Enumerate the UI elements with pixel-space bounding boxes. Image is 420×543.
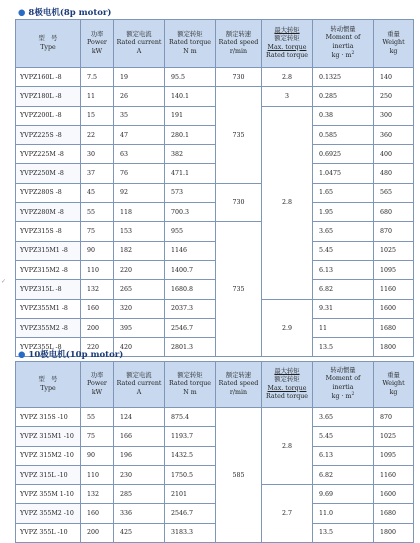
cell-current: 166 bbox=[114, 427, 165, 446]
cell-power: 45 bbox=[81, 183, 114, 202]
cell-torque: 1750.5 bbox=[165, 465, 216, 484]
cell-inertia: 1.65 bbox=[313, 183, 374, 202]
cell-weight: 1600 bbox=[374, 299, 414, 318]
cell-weight: 1800 bbox=[374, 338, 414, 357]
table-row bbox=[16, 145, 414, 164]
cell-weight: 480 bbox=[374, 164, 414, 183]
table-row bbox=[16, 485, 414, 504]
cell-max-torque: 2.8 bbox=[262, 106, 313, 299]
cell-torque: 2037.3 bbox=[165, 299, 216, 318]
cell-power: 11 bbox=[81, 87, 114, 106]
table-row bbox=[16, 280, 414, 299]
cell-torque: 2801.3 bbox=[165, 338, 216, 357]
cell-speed: 735 bbox=[216, 87, 262, 183]
header-speed: 额定转速 Rated speed r/min bbox=[216, 20, 262, 68]
cell-model: YVPZ 315S -10 bbox=[16, 408, 81, 427]
header-power: 功率 Power kW bbox=[81, 20, 114, 68]
cell-current: 336 bbox=[114, 504, 165, 523]
table-row bbox=[16, 183, 414, 202]
cell-torque: 1146 bbox=[165, 241, 216, 260]
cell-torque: 471.1 bbox=[165, 164, 216, 183]
cell-model: YVPZ315S -8 bbox=[16, 222, 81, 241]
cell-inertia: 3.65 bbox=[313, 408, 374, 427]
cell-speed: 730 bbox=[216, 183, 262, 222]
cell-weight: 1600 bbox=[374, 485, 414, 504]
cell-inertia: 6.82 bbox=[313, 280, 374, 299]
cell-inertia: 6.13 bbox=[313, 260, 374, 279]
cell-power: 37 bbox=[81, 164, 114, 183]
cell-model: YVPZ315M1 -8 bbox=[16, 241, 81, 260]
cell-torque: 2101 bbox=[165, 485, 216, 504]
cell-inertia: 0.1325 bbox=[313, 68, 374, 87]
cell-inertia: 11.0 bbox=[313, 504, 374, 523]
cell-model: YVPZ200L -8 bbox=[16, 106, 81, 125]
cell-speed: 730 bbox=[216, 68, 262, 87]
cell-model: YVPZ355M2 -8 bbox=[16, 318, 81, 337]
table-header-row bbox=[16, 20, 414, 68]
cell-current: 153 bbox=[114, 222, 165, 241]
cell-current: 196 bbox=[114, 446, 165, 465]
cell-torque: 1680.8 bbox=[165, 280, 216, 299]
cell-power: 30 bbox=[81, 145, 114, 164]
cell-weight: 1680 bbox=[374, 318, 414, 337]
cell-current: 182 bbox=[114, 241, 165, 260]
cell-current: 47 bbox=[114, 125, 165, 144]
header-type: 型 号 Type bbox=[16, 362, 81, 408]
table-row bbox=[16, 125, 414, 144]
cell-current: 76 bbox=[114, 164, 165, 183]
cell-power: 110 bbox=[81, 465, 114, 484]
cell-power: 15 bbox=[81, 106, 114, 125]
cell-torque: 1400.7 bbox=[165, 260, 216, 279]
cell-speed: 735 bbox=[216, 222, 262, 357]
header-max-torque: 最大转矩 额定转矩 Max. torque Rated torque bbox=[262, 362, 313, 408]
cell-power: 90 bbox=[81, 446, 114, 465]
cell-power: 160 bbox=[81, 504, 114, 523]
cell-inertia: 1.95 bbox=[313, 203, 374, 222]
cell-weight: 1160 bbox=[374, 280, 414, 299]
table-row bbox=[16, 68, 414, 87]
cell-max-torque: 2.8 bbox=[262, 68, 313, 87]
cell-speed: 585 bbox=[216, 408, 262, 543]
header-speed: 额定转速 Rated speed r/min bbox=[216, 362, 262, 408]
cell-power: 7.5 bbox=[81, 68, 114, 87]
cell-model: YVPZ250M -8 bbox=[16, 164, 81, 183]
cell-current: 425 bbox=[114, 523, 165, 542]
cell-inertia: 6.13 bbox=[313, 446, 374, 465]
header-max-torque: 最大转矩 额定转矩 Max. torque Rated torque bbox=[262, 20, 313, 68]
cell-model: YVPZ225S -8 bbox=[16, 125, 81, 144]
cell-model: YVPZ315M2 -8 bbox=[16, 260, 81, 279]
table-row bbox=[16, 203, 414, 222]
cell-current: 395 bbox=[114, 318, 165, 337]
header-torque: 额定转矩 Rated torque N m bbox=[165, 20, 216, 68]
cell-weight: 1680 bbox=[374, 504, 414, 523]
table-row bbox=[16, 427, 414, 446]
cell-current: 285 bbox=[114, 485, 165, 504]
table-row bbox=[16, 504, 414, 523]
header-weight: 重量 Weight kg bbox=[374, 20, 414, 68]
cell-inertia: 9.69 bbox=[313, 485, 374, 504]
cell-model: YVPZ 315M1 -10 bbox=[16, 427, 81, 446]
cell-inertia: 3.65 bbox=[313, 222, 374, 241]
cell-torque: 955 bbox=[165, 222, 216, 241]
cell-weight: 140 bbox=[374, 68, 414, 87]
table-row bbox=[16, 446, 414, 465]
cell-inertia: 0.38 bbox=[313, 106, 374, 125]
cell-model: YVPZ 355L -10 bbox=[16, 523, 81, 542]
cell-inertia: 0.6925 bbox=[313, 145, 374, 164]
cell-weight: 1025 bbox=[374, 241, 414, 260]
cell-current: 19 bbox=[114, 68, 165, 87]
cell-weight: 1095 bbox=[374, 260, 414, 279]
table-row bbox=[16, 87, 414, 106]
cell-model: YVPZ 315M2 -10 bbox=[16, 446, 81, 465]
motor-table-8p bbox=[15, 19, 414, 357]
cell-inertia: 0.585 bbox=[313, 125, 374, 144]
cell-max-torque: 2.8 bbox=[262, 408, 313, 485]
cell-inertia: 6.82 bbox=[313, 465, 374, 484]
cell-weight: 870 bbox=[374, 408, 414, 427]
table-row bbox=[16, 222, 414, 241]
cell-torque: 3183.3 bbox=[165, 523, 216, 542]
cell-inertia: 13.5 bbox=[313, 338, 374, 357]
cell-weight: 1800 bbox=[374, 523, 414, 542]
header-inertia: 转动惯量 Moment of inertia kg · $m^2$ bbox=[313, 20, 374, 68]
cell-torque: 700.3 bbox=[165, 203, 216, 222]
table-row bbox=[16, 299, 414, 318]
cell-weight: 1025 bbox=[374, 427, 414, 446]
bullet-icon: ● bbox=[18, 350, 26, 360]
cell-model: YVPZ355M1 -8 bbox=[16, 299, 81, 318]
cell-max-torque: 3 bbox=[262, 87, 313, 106]
section-title-10p: ● 10极电机(10p motor) bbox=[18, 350, 124, 360]
cell-inertia: 13.5 bbox=[313, 523, 374, 542]
cell-model: YVPZ 355M 1-10 bbox=[16, 485, 81, 504]
cell-current: 265 bbox=[114, 280, 165, 299]
cell-current: 230 bbox=[114, 465, 165, 484]
cell-power: 200 bbox=[81, 523, 114, 542]
cell-torque: 1432.5 bbox=[165, 446, 216, 465]
cell-current: 420 bbox=[114, 338, 165, 357]
table-row bbox=[16, 318, 414, 337]
margin-mark: ✓ bbox=[1, 278, 7, 285]
cell-model: YVPZ355L -8 bbox=[16, 338, 81, 357]
cell-torque: 191 bbox=[165, 106, 216, 125]
cell-current: 124 bbox=[114, 408, 165, 427]
header-torque: 额定转矩 Rated torque N m bbox=[165, 362, 216, 408]
cell-weight: 565 bbox=[374, 183, 414, 202]
header-inertia: 转动惯量 Moment of inertia kg · $m^2$ bbox=[313, 362, 374, 408]
cell-power: 160 bbox=[81, 299, 114, 318]
table-row bbox=[16, 106, 414, 125]
cell-inertia: 5.45 bbox=[313, 427, 374, 446]
cell-torque: 2546.7 bbox=[165, 504, 216, 523]
header-current: 额定电流 Rated current A bbox=[114, 20, 165, 68]
cell-torque: 573 bbox=[165, 183, 216, 202]
cell-model: YVPZ160L -8 bbox=[16, 68, 81, 87]
cell-inertia: 1.0475 bbox=[313, 164, 374, 183]
table-row bbox=[16, 164, 414, 183]
cell-power: 22 bbox=[81, 125, 114, 144]
table-row bbox=[16, 408, 414, 427]
cell-torque: 875.4 bbox=[165, 408, 216, 427]
cell-weight: 1160 bbox=[374, 465, 414, 484]
cell-current: 118 bbox=[114, 203, 165, 222]
cell-weight: 680 bbox=[374, 203, 414, 222]
cell-model: YVPZ225M -8 bbox=[16, 145, 81, 164]
cell-power: 90 bbox=[81, 241, 114, 260]
cell-power: 132 bbox=[81, 485, 114, 504]
section-title-8p: ● 8极电机(8p motor) bbox=[18, 8, 112, 18]
cell-weight: 300 bbox=[374, 106, 414, 125]
table-row bbox=[16, 260, 414, 279]
cell-power: 75 bbox=[81, 222, 114, 241]
cell-power: 55 bbox=[81, 408, 114, 427]
cell-inertia: 0.285 bbox=[313, 87, 374, 106]
cell-current: 63 bbox=[114, 145, 165, 164]
cell-torque: 2546.7 bbox=[165, 318, 216, 337]
header-power: 功率 Power kW bbox=[81, 362, 114, 408]
cell-torque: 1193.7 bbox=[165, 427, 216, 446]
cell-inertia: 11 bbox=[313, 318, 374, 337]
cell-power: 55 bbox=[81, 203, 114, 222]
header-current: 额定电流 Rated current A bbox=[114, 362, 165, 408]
cell-current: 220 bbox=[114, 260, 165, 279]
header-weight: 重量 Weight kg bbox=[374, 362, 414, 408]
cell-model: YVPZ280S -8 bbox=[16, 183, 81, 202]
cell-model: YVPZ 315L -10 bbox=[16, 465, 81, 484]
table-header-row bbox=[16, 362, 414, 408]
cell-torque: 95.5 bbox=[165, 68, 216, 87]
cell-model: YVPZ315L -8 bbox=[16, 280, 81, 299]
cell-weight: 400 bbox=[374, 145, 414, 164]
cell-torque: 280.1 bbox=[165, 125, 216, 144]
cell-power: 110 bbox=[81, 260, 114, 279]
cell-weight: 1095 bbox=[374, 446, 414, 465]
cell-current: 35 bbox=[114, 106, 165, 125]
cell-weight: 870 bbox=[374, 222, 414, 241]
cell-current: 320 bbox=[114, 299, 165, 318]
bullet-icon: ● bbox=[18, 8, 26, 18]
motor-table-10p bbox=[15, 361, 414, 543]
cell-weight: 360 bbox=[374, 125, 414, 144]
cell-max-torque: 2.9 bbox=[262, 299, 313, 357]
header-type: 型 号 Type bbox=[16, 20, 81, 68]
cell-power: 75 bbox=[81, 427, 114, 446]
cell-model: YVPZ180L -8 bbox=[16, 87, 81, 106]
cell-torque: 140.1 bbox=[165, 87, 216, 106]
cell-model: YVPZ280M -8 bbox=[16, 203, 81, 222]
table-row bbox=[16, 523, 414, 542]
cell-model: YVPZ 355M2 -10 bbox=[16, 504, 81, 523]
table-row bbox=[16, 241, 414, 260]
cell-power: 220 bbox=[81, 338, 114, 357]
cell-weight: 250 bbox=[374, 87, 414, 106]
cell-torque: 382 bbox=[165, 145, 216, 164]
cell-inertia: 5.45 bbox=[313, 241, 374, 260]
cell-inertia: 9.31 bbox=[313, 299, 374, 318]
cell-max-torque: 2.7 bbox=[262, 485, 313, 543]
cell-current: 92 bbox=[114, 183, 165, 202]
cell-current: 26 bbox=[114, 87, 165, 106]
cell-power: 200 bbox=[81, 318, 114, 337]
cell-power: 132 bbox=[81, 280, 114, 299]
table-row bbox=[16, 465, 414, 484]
